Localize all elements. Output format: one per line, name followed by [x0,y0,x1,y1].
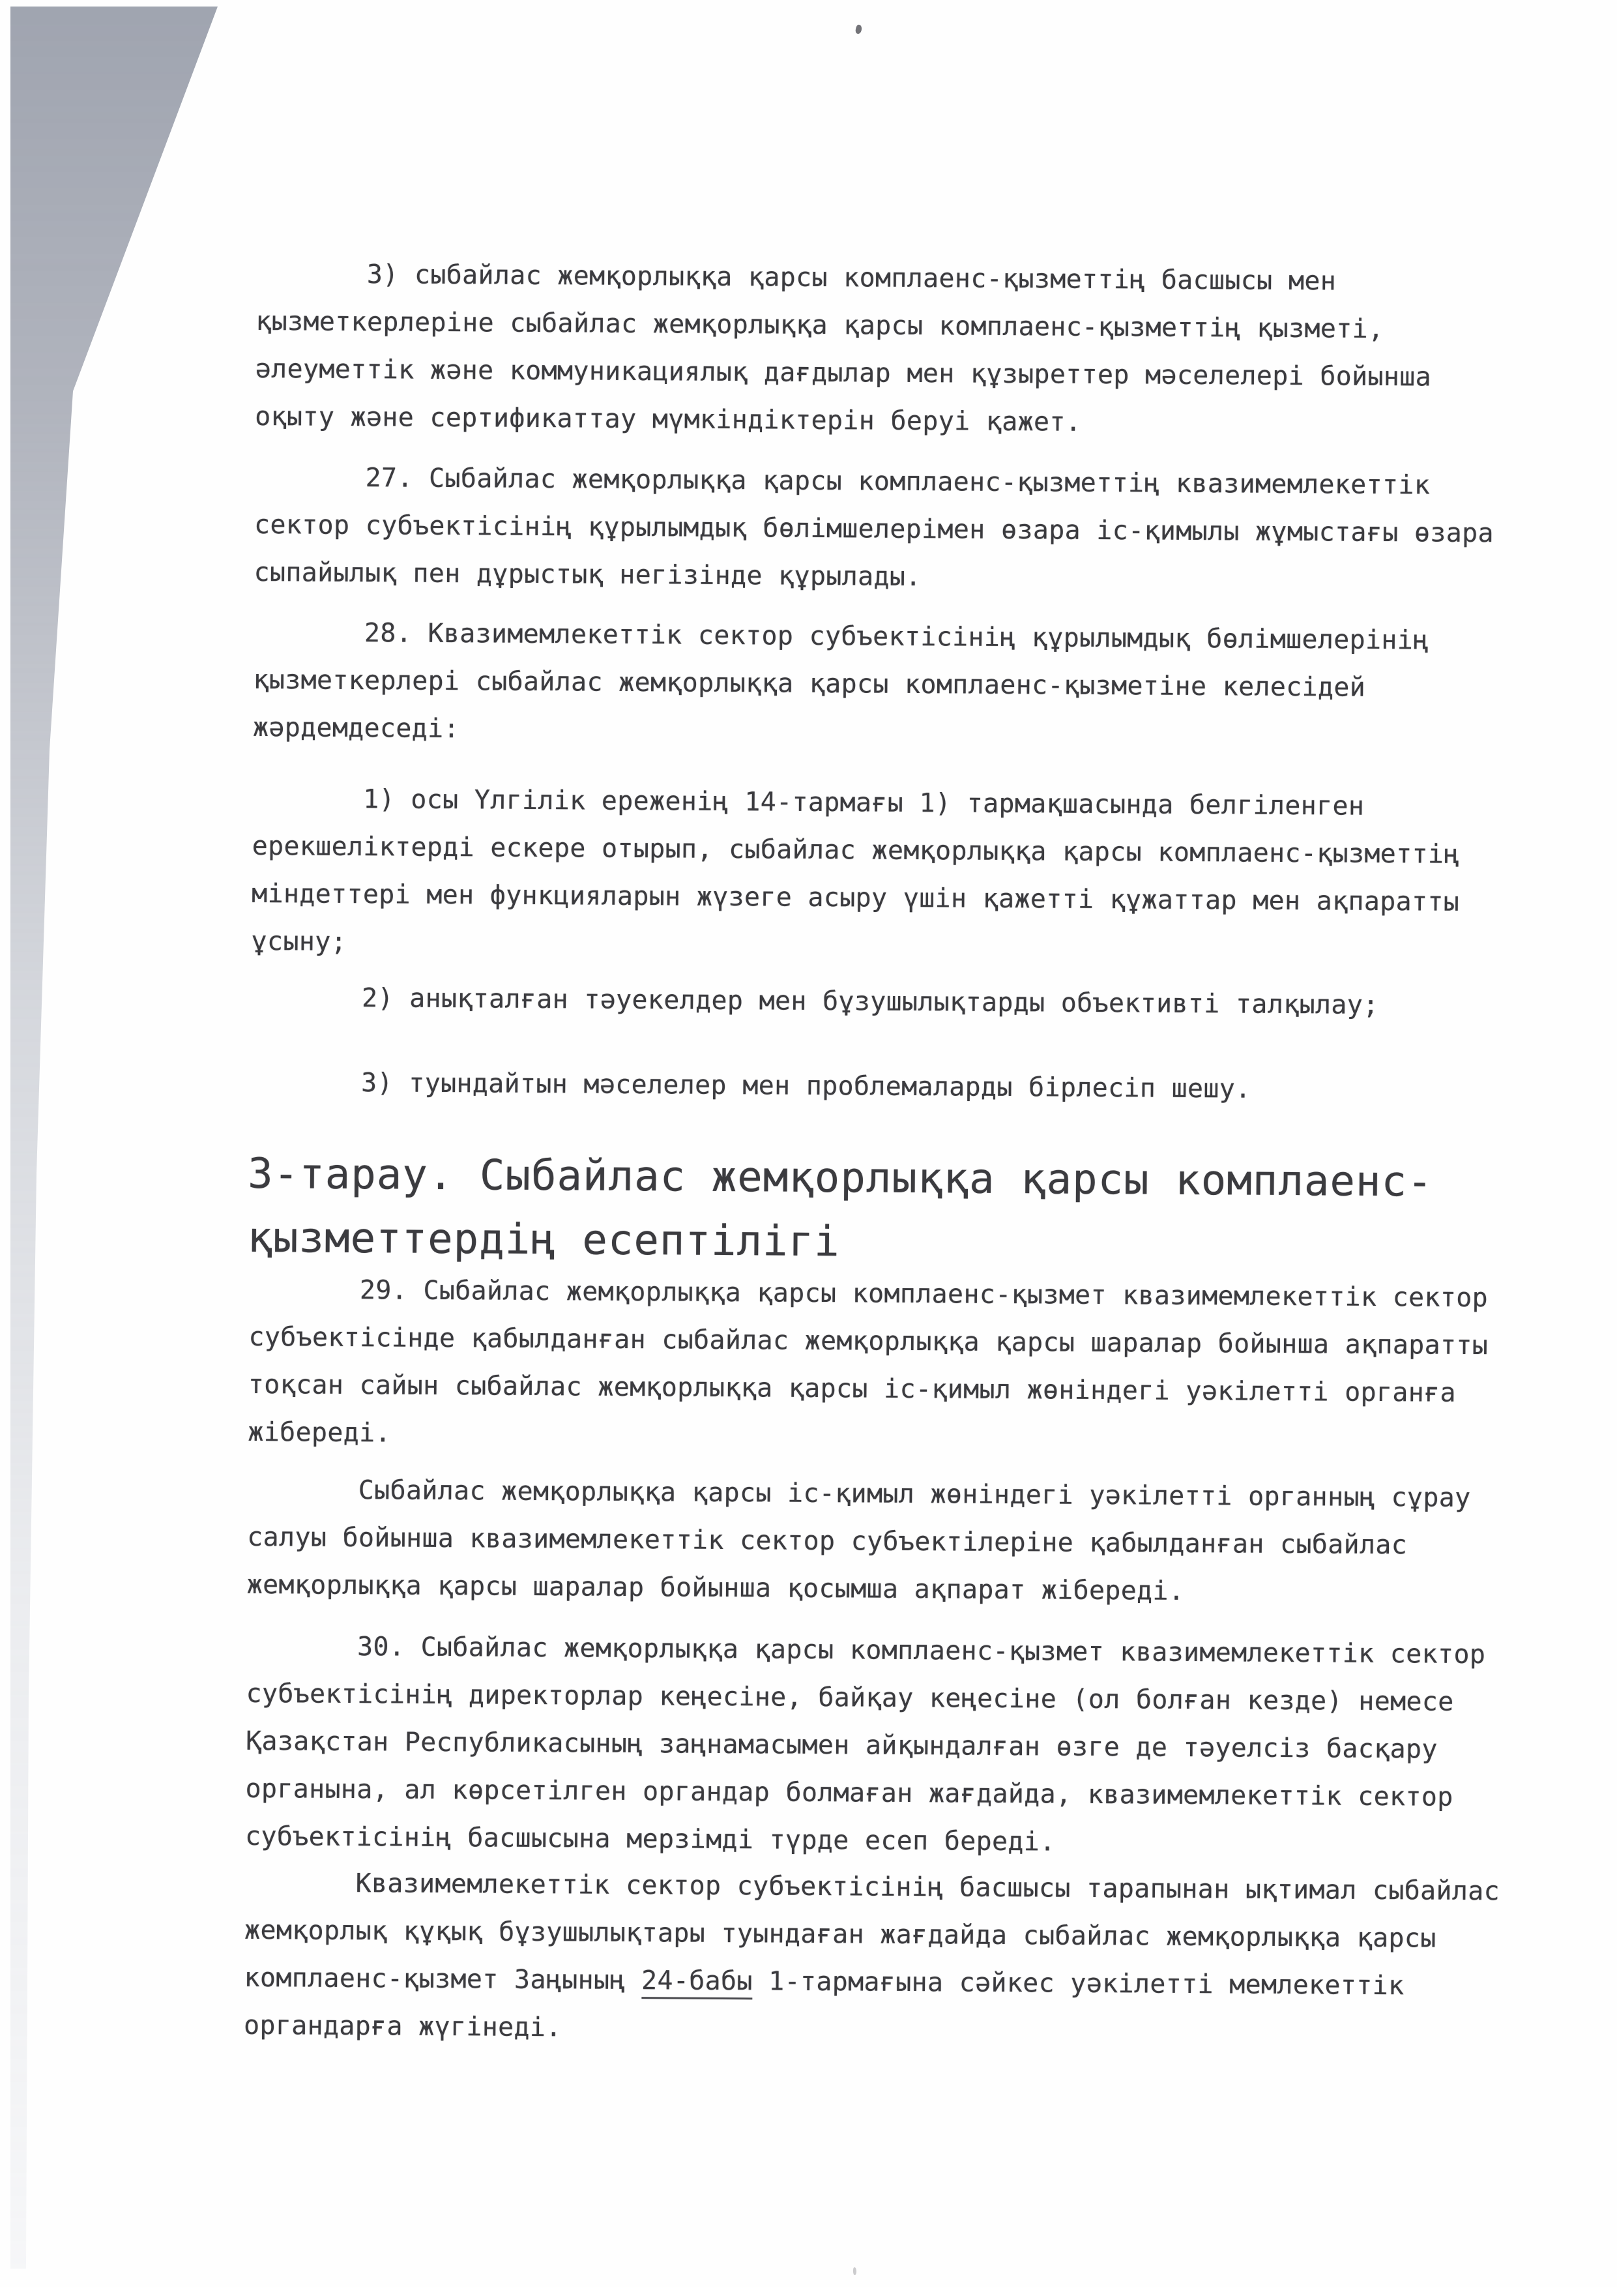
paragraph-31-text-after: 1-тармағына сәйкес уәкілетті мемлекеттік органдарға жүгінеді. [243,1966,1405,2043]
paragraph-31-text-before: Квазимемлекеттік сектор субъектісінің басшысы тарапынан ықтимал сыбайлас жемқорлық құқық бұзушылықтары туындаған жағдайда сыбайлас жемқорлыққа қарсы комплаенс-қызмет Заңының [244,1868,1500,1996]
article-24-reference-link[interactable]: 24-бабы [641,1965,753,1999]
paragraph-31 [244,1859,1503,2058]
paragraph-27: 27. Сыбайлас жемқорлыққа қарсы комплаенс-қызметтің квазимемлекеттік сектор субъектісінің құрылымдық бөлімшелерімен өзара іс-қимылы жұмыстағы өзара сыпайылық пен дұрыстық негізінде құрылады. [254,463,1494,593]
paragraph-30: 30. Сыбайлас жемқорлыққа қарсы комплаенс-қызмет квазимемлекеттік сектор субъектісінің директорлар кеңесіне, байқау кеңесіне (ол болған кезде) немесе Қазақстан Республикасының заңнамасымен айқындалған өзге де тәуелсіз басқару органына, ал көрсетілген органдар болмаған жағдайда, квазимемлекеттік сектор субъектісінің басшысына мерзімді түрде есеп береді. [244,1632,1486,1857]
paragraph-28-subitem-1: 1) осы Үлгілік ереженің 14-тармағы 1) тармақшасында белгіленген ерекшеліктерді ескере отырып, сыбайлас жемқорлыққа қарсы комплаенс-қызметтің міндеттері мен функцияларын жүзеге асыру үшін қажетті құжаттар мен ақпаратты ұсыну; [251,784,1460,957]
chapter-3-heading: 3-тарау. Сыбайлас жемқорлыққа қарсы комплаенс- қызметтердің есептілігі [247,1149,1433,1267]
paragraph-29-continuation: Сыбайлас жемқорлыққа қарсы іс-қимыл жөніндегі уәкілетті органның сұрау салуы бойынша квазимемлекеттік сектор субъектілеріне қабылданған сыбайлас жемқорлыққа қарсы шаралар бойынша қосымша ақпарат жібереді. [246,1475,1471,1606]
paragraph-28-subitem-3: 3) туындайтын мәселелер мен проблемаларды бірлесіп шешу. [360,1068,1251,1104]
paragraph-28: 28. Квазимемлекеттік сектор субъектісінің құрылымдық бөлімшелерінің қызметкерлері сыбайлас жемқорлыққа қарсы комплаенс-қызметіне келесідей жәрдемдеседі: [252,618,1429,744]
paragraph-subitem-3-training: 3) сыбайлас жемқорлыққа қарсы комплаенс-қызметтің басшысы мен қызметкерлеріне сыбайлас жемқорлыққа қарсы комплаенс-қызметтің қызметі, әлеуметтік және коммуникациялық дағдылар мен құзыреттер мәселелері бойынша оқыту және сертификаттау мүмкіндіктерін беруі қажет. [255,259,1432,437]
paragraph-28-subitem-2: 2) анықталған тәуекелдер мен бұзушылықтарды объективті талқылау; [361,983,1379,1021]
paragraph-29: 29. Сыбайлас жемқорлыққа қарсы комплаенс-қызмет квазимемлекеттік сектор субъектісінде қабылданған сыбайлас жемқорлыққа қарсы шаралар бойынша ақпаратты тоқсан сайын сыбайлас жемқорлыққа қарсы іс-қимыл жөніндегі уәкілетті органға жібереді. [248,1275,1489,1449]
